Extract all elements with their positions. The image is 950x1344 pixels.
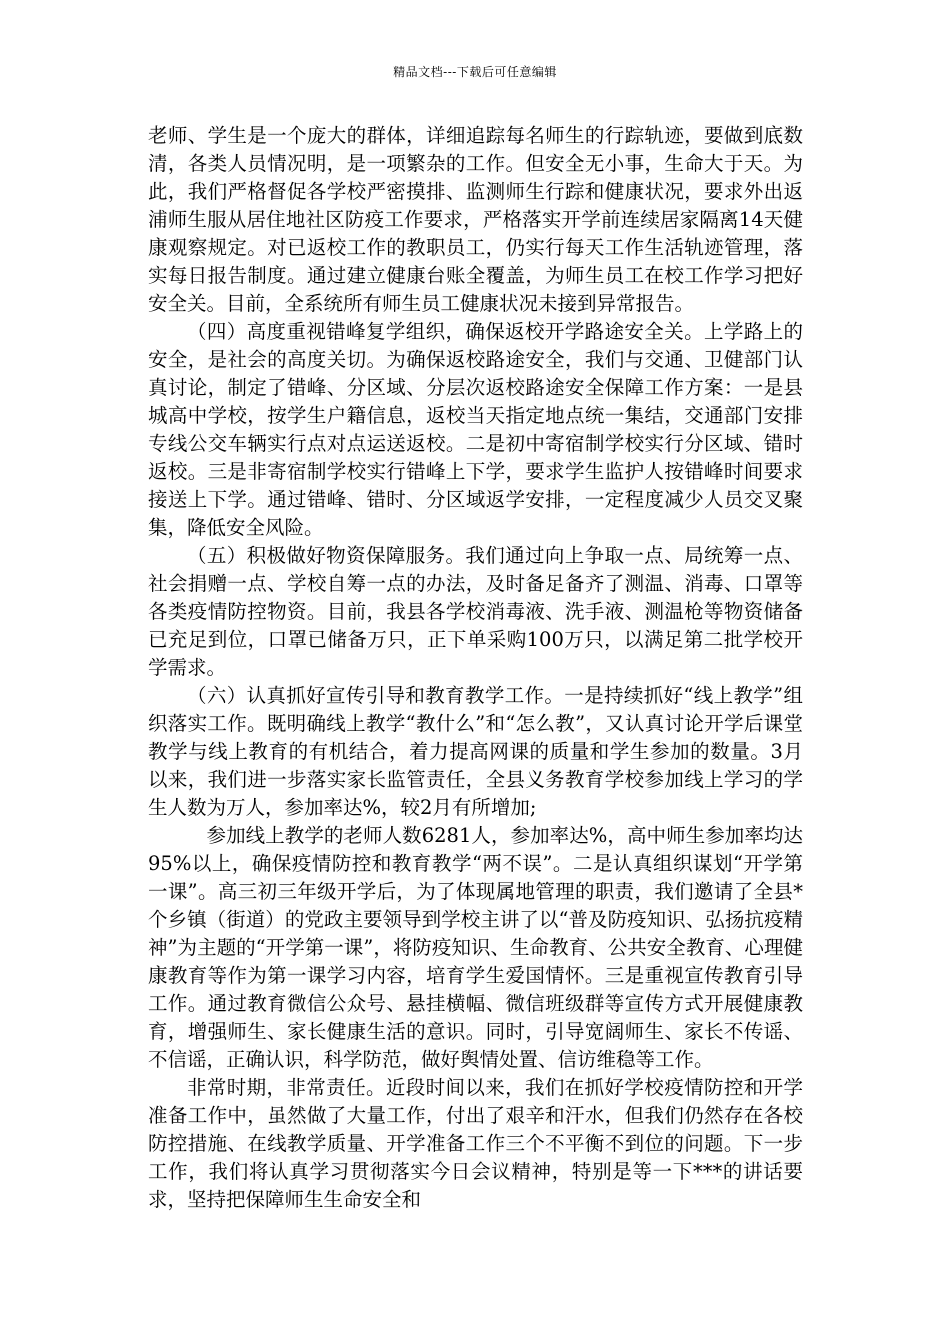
paragraph-supplies: （五）积极做好物资保障服务。我们通过向上争取一点、局统筹一点、社会捐赠一点、学校自筹一点的办法，及时备足备齐了测温、消毒、口罩等各类疫情防控物资。目前，我县各学校消毒液、洗手液、测温枪等物资储备已充足到位，口罩已储备万只，正下单采购100万只，以满足第二批学校开学需求。 <box>148 544 803 679</box>
paragraph-staggered-return: （四）高度重视错峰复学组织，确保返校开学路途安全关。上学路上的安全，是社会的高度关切。为确保返校路途安全，我们与交通、卫健部门认真讨论，制定了错峰、分区域、分层次返校路途安全保障工作方案：一是县城高中学校，按学生户籍信息，返校当天指定地点统一集结，交通部门安排专线公交车辆实行点对点运送返校。二是初中寄宿制学校实行分区域、错时返校。三是非寄宿制学校实行错峰上下学，要求学生监护人按错峰时间要求接送上下学。通过错峰、错时、分区域返学安排，一定程度减少人员交叉聚集，降低安全风险。 <box>148 320 803 539</box>
paragraph-online-teachers: 参加线上教学的老师人数6281人，参加率达%，高中师生参加率均达95%以上，确保疫情防控和教育教学“两不误”。二是认真组织谋划“开学第一课”。高三初三年级开学后，为了体现属地管理的职责，我们邀请了全县*个乡镇（街道）的党政主要领导到学校主讲了以“普及防疫知识、弘扬抗疫精神”为主题的“开学第一课”，将防疫知识、生命教育、公共安全教育、心理健康教育等作为第一课学习内容，培育学生爱国情怀。三是重视宣传教育引导工作。通过教育微信公众号、悬挂横幅、微信班级群等宣传方式开展健康教育，增强师生、家长健康生活的意识。同时，引导宽阔师生、家长不传谣、不信谣，正确认识，科学防范，做好舆情处置、信访维稳等工作。 <box>148 824 803 1071</box>
paragraph-health-tracking: 老师、学生是一个庞大的群体，详细追踪每名师生的行踪轨迹，要做到底数清，各类人员情况明，是一项繁杂的工作。但安全无小事，生命大于天。为此，我们严格督促各学校严密摸排、监测师生行踪和健康状况，要求外出返浦师生服从居住地社区防疫工作要求，严格落实开学前连续居家隔离14天健康观察规定。对已返校工作的教职员工，仍实行每天工作生活轨迹管理，落实每日报告制度。通过建立健康台账全覆盖，为师生员工在校工作学习把好安全关。目前，全系统所有师生员工健康状况未接到异常报告。 <box>148 124 803 315</box>
paragraph-conclusion: 非常时期，非常责任。近段时间以来，我们在抓好学校疫情防控和开学准备工作中，虽然做了大量工作，付出了艰辛和汗水，但我们仍然存在各校防控措施、在线教学质量、开学准备工作三个不平衡不到位的问题。下一步工作，我们将认真学习贯彻落实今日会议精神，特别是等一下***的讲话要求，坚持把保障师生生命安全和 <box>148 1076 803 1211</box>
paragraph-publicity-teaching: （六）认真抓好宣传引导和教育教学工作。一是持续抓好“线上教学”组织落实工作。既明确线上教学“教什么”和“怎么教”，又认真讨论开学后课堂教学与线上教育的有机结合，着力提高网课的质量和学生参加的数量。3月以来，我们进一步落实家长监管责任，全县义务教育学校参加线上学习的学生人数为万人，参加率达%，较2月有所增加; <box>148 684 803 819</box>
page-header: 精品文档---下载后可任意编辑 <box>393 65 557 79</box>
document-body <box>148 122 803 1214</box>
